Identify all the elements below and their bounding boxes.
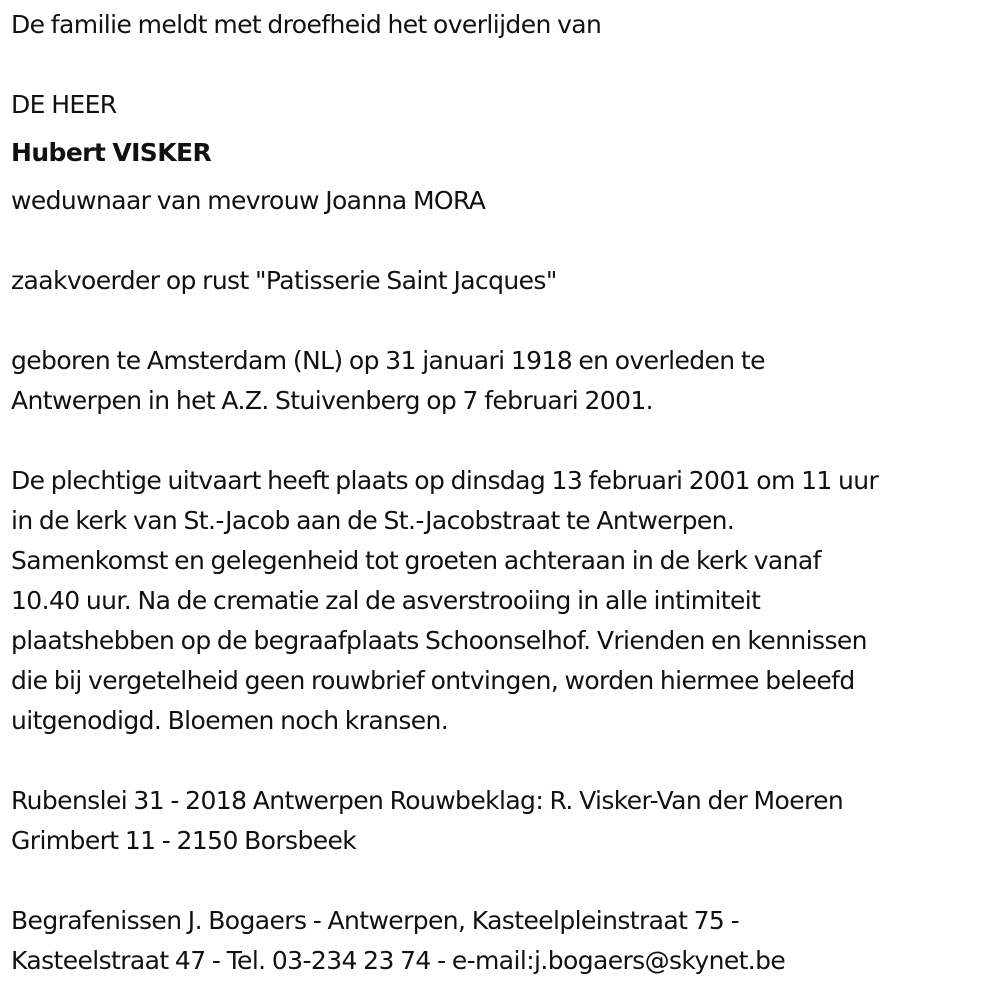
occupation-text: zaakvoerder op rust "Patisserie Saint Jacques" — [11, 266, 557, 295]
honorific-title: DE HEER — [11, 90, 117, 119]
birth-death-line-2: Antwerpen in het A.Z. Stuivenberg op 7 februari 2001. — [11, 386, 654, 415]
undertaker-line-1: Begrafenissen J. Bogaers - Antwerpen, Kasteelpleinstraat 75 - — [11, 906, 740, 935]
birth-death-line-1: geboren te Amsterdam (NL) op 31 januari 1918 en overleden te — [11, 346, 765, 375]
funeral-line-5: plaatshebben op de begraafplaats Schoonselhof. Vrienden en kennissen — [11, 626, 867, 655]
funeral-line-1: De plechtige uitvaart heeft plaats op dinsdag 13 februari 2001 om 11 uur — [11, 466, 879, 495]
funeral-line-4: 10.40 uur. Na de crematie zal de asverstrooiing in alle intimiteit — [11, 586, 761, 615]
condolences-line-1: Rubenslei 31 - 2018 Antwerpen Rouwbeklag: R. Visker-Van der Moeren — [11, 786, 844, 815]
undertaker-line-2: Kasteelstraat 47 - Tel. 03-234 23 74 - e-mail:j.bogaers@skynet.be — [11, 946, 786, 975]
funeral-line-6: die bij vergetelheid geen rouwbrief ontvingen, worden hiermee beleefd — [11, 666, 855, 695]
deceased-name: Hubert VISKER — [11, 138, 212, 167]
condolences-line-2: Grimbert 11 - 2150 Borsbeek — [11, 826, 357, 855]
intro-text: De familie meldt met droefheid het overlijden van — [11, 10, 602, 39]
funeral-line-7: uitgenodigd. Bloemen noch kransen. — [11, 706, 449, 735]
spouse-text: weduwnaar van mevrouw Joanna MORA — [11, 186, 486, 215]
funeral-line-2: in de kerk van St.-Jacob aan de St.-Jacobstraat te Antwerpen. — [11, 506, 735, 535]
funeral-line-3: Samenkomst en gelegenheid tot groeten achteraan in de kerk vanaf — [11, 546, 821, 575]
